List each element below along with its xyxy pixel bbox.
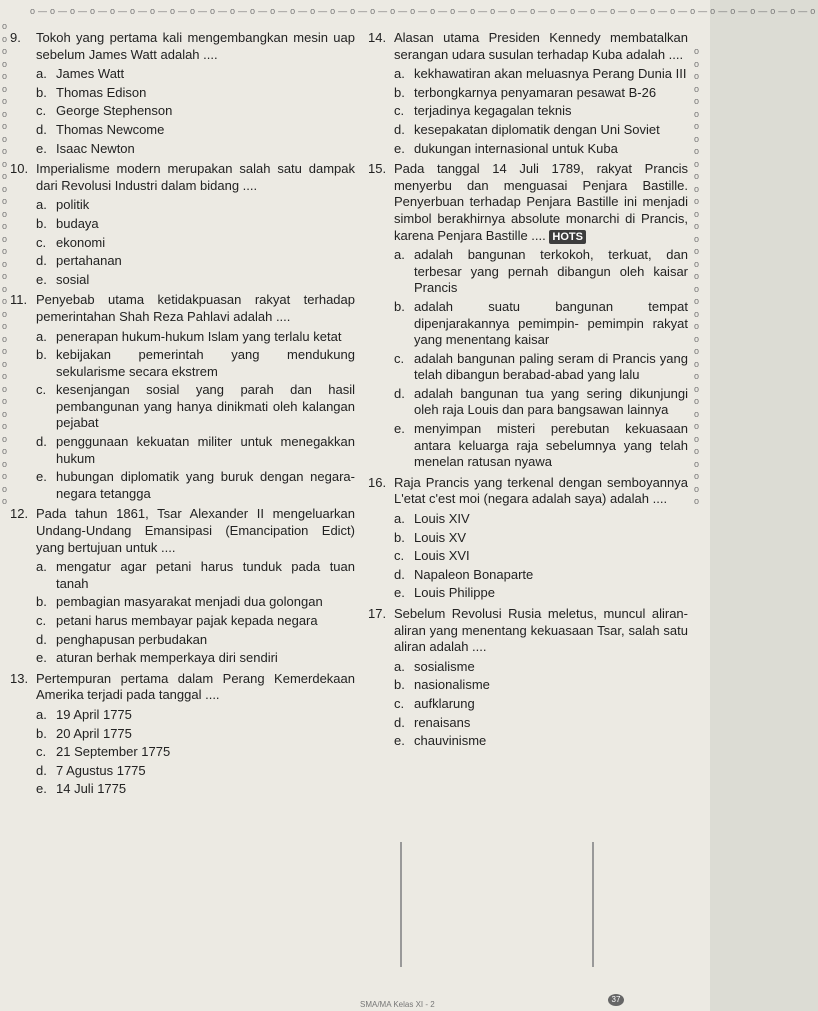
option-text: aufklarung — [414, 695, 475, 711]
answer-box-frame — [400, 842, 594, 967]
option-letter: a. — [36, 706, 47, 722]
option-letter: e. — [394, 421, 405, 437]
question-item — [10, 161, 355, 290]
option-text: Louis XIV — [414, 511, 470, 527]
question-item — [368, 30, 688, 159]
page-number: 37 — [608, 994, 624, 1006]
question-stem: Alasan utama Presiden Kennedy membatalkan serangan udara susulan terhadap Kuba adalah .... — [394, 30, 688, 62]
option-text: kesepakatan diplomatik dengan Uni Soviet — [414, 121, 660, 137]
option-text: Louis XVI — [414, 548, 470, 564]
option-item — [394, 386, 688, 419]
question-stem-wrap — [36, 161, 355, 194]
option-text: pertahanan — [56, 253, 122, 269]
option-item — [36, 744, 355, 761]
option-item — [394, 122, 688, 139]
hots-badge: HOTS — [549, 230, 586, 244]
option-letter: e. — [394, 140, 405, 156]
option-item — [36, 141, 355, 158]
option-letter: c. — [36, 234, 47, 250]
option-letter: d. — [36, 253, 47, 269]
option-letter: b. — [36, 215, 47, 231]
option-letter: a. — [394, 511, 405, 527]
option-letter: b. — [394, 298, 405, 314]
option-text: ekonomi — [56, 234, 106, 250]
option-text: menyimpan misteri perebutan kekuasaan antara keluarga raja sebelumnya yang telah menelan ratusan nyawa — [414, 421, 688, 470]
question-body — [36, 506, 355, 668]
option-list — [36, 197, 355, 288]
question-body — [394, 161, 688, 473]
option-text: 19 April 1775 — [56, 706, 132, 722]
option-item — [394, 567, 688, 584]
option-list — [394, 66, 688, 157]
question-number: 11. — [10, 292, 28, 308]
option-item — [394, 421, 688, 471]
option-item — [394, 103, 688, 120]
question-item — [10, 671, 355, 800]
option-text: kebijakan pemerintah yang mendukung sekularisme secara ekstrem — [56, 347, 355, 379]
option-item — [36, 434, 355, 467]
option-item — [394, 548, 688, 565]
option-item — [394, 585, 688, 602]
option-text: budaya — [56, 215, 99, 231]
option-text: 21 September 1775 — [56, 744, 171, 760]
option-text: terbongkarnya penyamaran pesawat B-26 — [414, 84, 657, 100]
option-item — [36, 650, 355, 667]
option-letter: c. — [36, 744, 47, 760]
option-item — [36, 253, 355, 270]
question-stem: Pada tahun 1861, Tsar Alexander II mengeluarkan Undang-Undang Emansipasi (Emancipation Edict) yang bertujuan untuk .... — [36, 506, 355, 555]
option-letter: d. — [36, 121, 47, 137]
option-letter: b. — [36, 594, 47, 610]
option-text: Thomas Newcome — [56, 121, 165, 137]
option-item — [36, 726, 355, 743]
option-text: pembagian masyarakat menjadi dua golongan — [56, 594, 323, 610]
option-letter: c. — [394, 103, 405, 119]
option-item — [36, 216, 355, 233]
option-text: Louis XV — [414, 529, 467, 545]
option-letter: c. — [394, 548, 405, 564]
question-stem-wrap — [36, 30, 355, 63]
option-list — [36, 559, 355, 667]
option-text: sosialisme — [414, 658, 475, 674]
question-number: 16. — [368, 474, 387, 490]
option-item — [394, 530, 688, 547]
left-column — [10, 30, 355, 802]
question-item — [368, 606, 688, 752]
option-letter: d. — [36, 631, 47, 647]
option-list — [394, 511, 688, 602]
option-item — [394, 659, 688, 676]
question-body — [394, 30, 688, 159]
spiral-binding-right: o o o o o o o o o o o o o o o o o o o o o o o o o o o o o o o o o o o o o — [694, 46, 703, 506]
option-item — [36, 781, 355, 798]
option-letter: b. — [36, 725, 47, 741]
option-list — [36, 707, 355, 798]
option-text: 20 April 1775 — [56, 725, 132, 741]
option-text: 14 Juli 1775 — [56, 781, 127, 797]
question-stem-wrap — [36, 292, 355, 325]
question-item — [10, 506, 355, 668]
option-item — [36, 707, 355, 724]
question-stem-wrap — [394, 30, 688, 63]
option-text: penghapusan perbudakan — [56, 631, 208, 647]
option-text: nasionalisme — [414, 677, 490, 693]
spiral-binding-top: o—o—o—o—o—o—o—o—o—o—o—o—o—o—o—o—o—o—o—o—o—o—o—o—o—o—o—o—o—o—o—o—o—o—o—o—o—o—o—o — [30, 6, 818, 16]
option-item — [36, 763, 355, 780]
option-letter: c. — [394, 695, 405, 711]
option-letter: e. — [36, 781, 47, 797]
option-letter: e. — [36, 469, 47, 485]
option-text: mengatur agar petani harus tunduk pada tuan tanah — [56, 559, 355, 591]
option-letter: a. — [394, 658, 405, 674]
option-text: adalah bangunan terkokoh, terkuat, dan terbesar yang pernah dibangun oleh kaisar Prancis — [414, 247, 688, 296]
option-letter: a. — [394, 66, 405, 82]
question-stem-wrap — [36, 506, 355, 556]
option-letter: d. — [394, 714, 405, 730]
option-text: Louis Philippe — [414, 585, 495, 601]
option-letter: e. — [36, 650, 47, 666]
option-text: hubungan diplomatik yang buruk dengan negara-negara tetangga — [56, 469, 355, 501]
option-text: sosial — [56, 271, 90, 287]
question-body — [36, 30, 355, 159]
question-stem: Raja Prancis yang terkenal dengan semboyannya L'etat c'est moi (negara adalah saya) adalah .... — [394, 474, 688, 507]
option-item — [36, 85, 355, 102]
option-item — [36, 613, 355, 630]
option-text: adalah suatu bangunan tempat dipenjarakannya pemimpin- pemimpin rakyat yang menentang kaisar — [414, 298, 688, 348]
option-letter: e. — [36, 140, 47, 156]
option-letter: c. — [36, 382, 47, 398]
question-item — [10, 292, 355, 504]
option-letter: a. — [394, 247, 405, 263]
question-item — [368, 161, 688, 473]
option-text: adalah bangunan paling seram di Prancis yang telah dibangun berabad-abad yang lalu — [414, 350, 688, 383]
option-list — [36, 329, 355, 503]
option-list — [394, 659, 688, 750]
question-stem: Imperialisme modern merupakan salah satu dampak dari Revolusi Industri dalam bidang .... — [36, 161, 355, 193]
option-item — [36, 197, 355, 214]
option-list — [394, 247, 688, 471]
option-letter: c. — [36, 103, 47, 119]
question-number: 17. — [368, 606, 387, 621]
option-text: politik — [56, 197, 90, 213]
option-item — [36, 382, 355, 432]
option-text: renaisans — [414, 714, 471, 730]
option-letter: c. — [394, 350, 405, 366]
option-item — [36, 235, 355, 252]
spiral-binding-left: o o o o o o o o o o o o o o o o o o o o o o o o o o o o o o o o o o o o o o o — [2, 21, 11, 506]
question-number: 14. — [368, 30, 387, 45]
option-letter: e. — [36, 271, 47, 287]
question-number: 15. — [368, 161, 387, 177]
question-item — [368, 475, 688, 604]
option-item — [394, 299, 688, 349]
option-text: adalah bangunan tua yang sering dikunjungi oleh raja Louis dan para bangsawan lainnya — [414, 385, 688, 418]
option-text: George Stephenson — [56, 103, 173, 119]
option-text: kesenjangan sosial yang parah dan hasil pembangunan yang hanya dinikmati oleh kalangan pejabat — [56, 382, 355, 431]
option-item — [394, 733, 688, 750]
question-number: 10. — [10, 161, 29, 177]
question-number: 9. — [10, 30, 21, 45]
option-text: Thomas Edison — [56, 84, 147, 100]
option-item — [36, 66, 355, 83]
option-item — [394, 696, 688, 713]
option-item — [36, 272, 355, 289]
option-item — [394, 677, 688, 694]
option-item — [36, 469, 355, 502]
option-text: penggunaan kekuatan militer untuk menegakkan hukum — [56, 434, 355, 466]
question-stem: Penyebab utama ketidakpuasan rakyat terhadap pemerintahan Shah Reza Pahlavi adalah .... — [36, 292, 355, 324]
option-item — [36, 632, 355, 649]
option-text: dukungan internasional untuk Kuba — [414, 140, 618, 156]
option-letter: c. — [36, 613, 47, 628]
option-letter: a. — [36, 197, 47, 213]
option-letter: d. — [36, 762, 47, 778]
option-item — [36, 347, 355, 380]
question-stem-wrap — [394, 475, 688, 508]
question-number: 12. — [10, 506, 29, 522]
question-stem: Pertempuran pertama dalam Perang Kemerdekaan Amerika terjadi pada tanggal .... — [36, 670, 355, 703]
right-column — [368, 30, 688, 754]
option-letter: b. — [394, 84, 405, 100]
option-text: terjadinya kegagalan teknis — [414, 103, 572, 119]
question-body — [394, 475, 688, 604]
option-text: Isaac Newton — [56, 140, 135, 156]
question-body — [36, 292, 355, 504]
option-letter: d. — [394, 121, 405, 137]
option-item — [36, 122, 355, 139]
question-stem: Pada tanggal 14 Juli 1789, rakyat Prancis menyerbu dan menguasai Penjara Bastille. Penyerbuan terhadap Penjara Bastille ini menjadi simbol berakhirnya absolute monarchi di Prancis, karena Penjara Bastille .... — [394, 161, 688, 243]
option-list — [36, 66, 355, 157]
question-stem-wrap — [394, 161, 688, 244]
option-item — [394, 247, 688, 297]
option-item — [36, 329, 355, 346]
option-letter: b. — [36, 347, 47, 363]
option-text: James Watt — [56, 66, 125, 82]
option-item — [394, 715, 688, 732]
option-text: penerapan hukum-hukum Islam yang terlalu ketat — [56, 328, 342, 344]
option-text: petani harus membayar pajak kepada negara — [56, 613, 318, 628]
option-item — [36, 559, 355, 592]
option-text: kekhawatiran akan meluasnya Perang Dunia III — [414, 66, 687, 82]
question-body — [36, 671, 355, 800]
option-item — [394, 141, 688, 158]
option-text: Napaleon Bonaparte — [414, 566, 534, 582]
option-text: aturan berhak memperkaya diri sendiri — [56, 650, 278, 666]
option-item — [394, 351, 688, 384]
option-letter: d. — [394, 385, 405, 401]
question-body — [394, 606, 688, 752]
option-letter: d. — [36, 434, 47, 450]
option-letter: a. — [36, 559, 47, 575]
option-letter: a. — [36, 66, 47, 82]
option-letter: e. — [394, 585, 405, 601]
option-item — [394, 511, 688, 528]
option-item — [394, 66, 688, 83]
option-item — [394, 85, 688, 102]
option-letter: b. — [394, 677, 405, 693]
question-item — [10, 30, 355, 159]
option-text: chauvinisme — [414, 733, 487, 749]
option-letter: b. — [394, 529, 405, 545]
question-stem-wrap — [394, 606, 688, 656]
question-body — [36, 161, 355, 290]
question-number: 13. — [10, 670, 29, 686]
option-text: 7 Agustus 1775 — [56, 762, 146, 778]
option-letter: b. — [36, 84, 47, 100]
option-letter: d. — [394, 566, 405, 582]
question-stem-wrap — [36, 671, 355, 704]
option-item — [36, 103, 355, 120]
question-stem: Tokoh yang pertama kali mengembangkan mesin uap sebelum James Watt adalah .... — [36, 30, 355, 62]
option-letter: a. — [36, 328, 47, 344]
option-item — [36, 594, 355, 611]
question-stem: Sebelum Revolusi Rusia meletus, muncul aliran-aliran yang menentang kekuasaan Tsar, salah satu aliran adalah .... — [394, 606, 688, 655]
footer-text: SMA/MA Kelas XI - 2 — [360, 1000, 435, 1009]
option-letter: e. — [394, 733, 405, 749]
